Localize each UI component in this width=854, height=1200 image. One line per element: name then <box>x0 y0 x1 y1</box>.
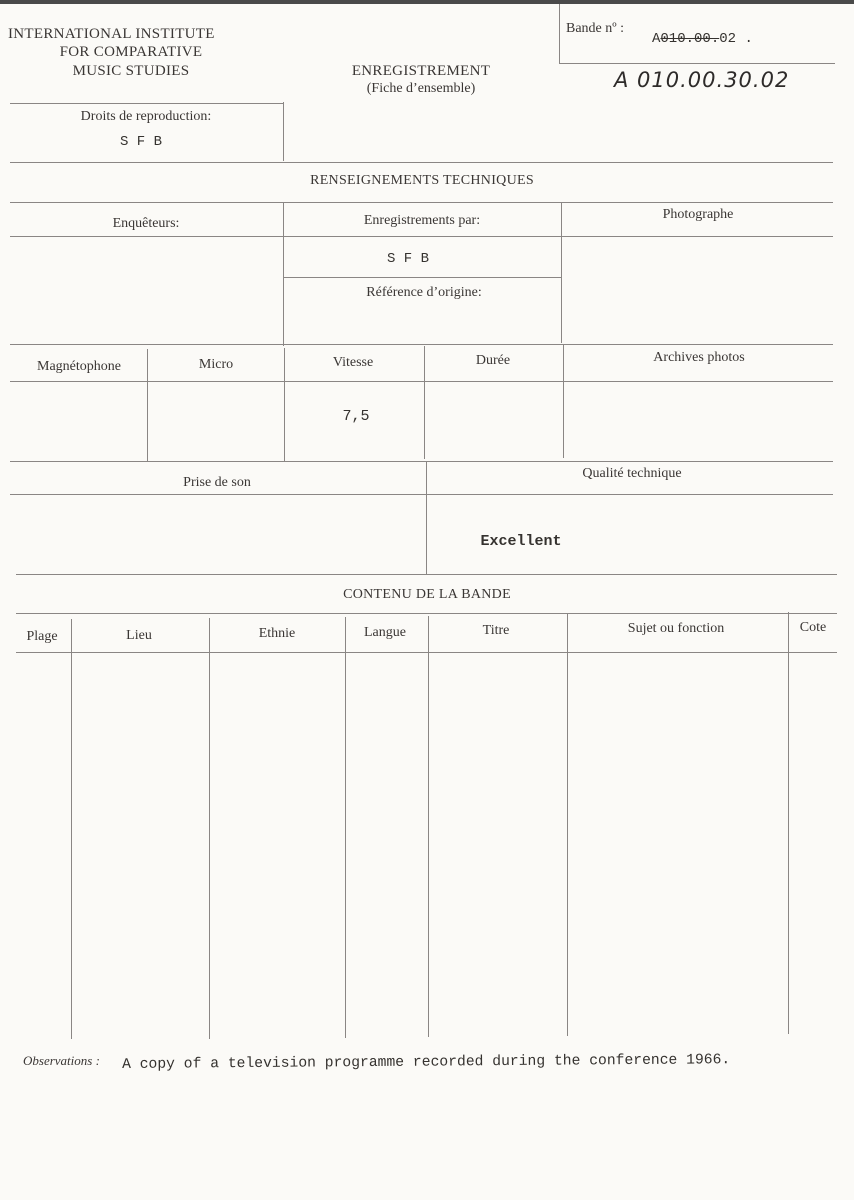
enregistrements-value: S F B <box>386 251 430 267</box>
rule-technique-4 <box>10 381 833 382</box>
form-subtitle: (Fiche d’ensemble) <box>366 81 476 96</box>
rule-contenu-1 <box>16 613 837 614</box>
rule-technique-1 <box>10 202 833 203</box>
droits-right-border <box>283 102 284 161</box>
column-header-lieu: Lieu <box>126 628 152 643</box>
column-divider-1 <box>71 619 72 1039</box>
droits-top-border <box>10 103 283 104</box>
column-header-titre: Titre <box>482 623 510 638</box>
archives-photos-label: Archives photos <box>653 350 745 365</box>
divider-qualite <box>426 462 427 574</box>
divider-photographe <box>561 202 562 343</box>
column-header-ethnie: Ethnie <box>258 626 296 641</box>
column-divider-2 <box>209 618 210 1039</box>
qualite-technique-label: Qualité technique <box>582 466 682 481</box>
bande-typed-dot: . <box>744 31 753 47</box>
droits-label: Droits de reproduction: <box>80 109 212 124</box>
rule-technique-5 <box>10 461 833 462</box>
divider-magnetophone <box>147 349 148 462</box>
institute-name-line1: INTERNATIONAL INSTITUTE <box>8 26 215 42</box>
divider-duree <box>563 345 564 458</box>
scan-top-edge <box>0 0 854 4</box>
contenu-heading: CONTENU DE LA BANDE <box>343 587 511 602</box>
rule-technique-3 <box>10 344 833 345</box>
bande-typed-struck: 010.00. <box>660 31 720 47</box>
prise-de-son-label: Prise de son <box>183 475 251 490</box>
magnetophone-label: Magnétophone <box>37 359 121 374</box>
bande-box-bottom-border <box>559 63 835 64</box>
bande-typed-prefix: A <box>652 31 661 47</box>
vitesse-label: Vitesse <box>332 355 374 370</box>
qualite-technique-value: Excellent <box>480 533 562 550</box>
rule-technique-7 <box>16 574 837 575</box>
column-header-langue: Langue <box>364 625 406 640</box>
observations-value: A copy of a television programme recorded during the conference 1966. <box>122 1052 731 1073</box>
droits-value: S F B <box>119 134 163 150</box>
column-divider-6 <box>788 612 789 1034</box>
photographe-label: Photographe <box>662 207 734 222</box>
column-header-sujet: Sujet ou fonction <box>627 621 725 636</box>
column-divider-3 <box>345 617 346 1038</box>
micro-label: Micro <box>198 357 234 372</box>
rule-technique-6 <box>10 494 833 495</box>
divider-vitesse <box>424 346 425 459</box>
rule-reference <box>284 277 561 278</box>
enqueteurs-label: Enquêteurs: <box>112 216 180 231</box>
bande-box-left-border <box>559 4 560 64</box>
enregistrements-label: Enregistrements par: <box>363 213 481 228</box>
column-header-plage: Plage <box>26 629 58 644</box>
bande-typed-number <box>652 31 753 47</box>
rule-technique-2 <box>10 236 833 237</box>
rule-contenu-header <box>16 652 837 653</box>
bande-label: Bande nº : <box>566 21 624 36</box>
duree-label: Durée <box>475 353 511 368</box>
rule-above-technique <box>10 162 833 163</box>
institute-name-line3: MUSIC STUDIES <box>72 63 190 79</box>
bande-handwritten-number: A 010.00.30.02 <box>614 68 790 92</box>
column-divider-5 <box>567 614 568 1036</box>
divider-enqueteurs <box>283 203 284 346</box>
bande-typed-suffix: 02 <box>719 31 737 47</box>
column-divider-4 <box>428 616 429 1037</box>
reference-label: Référence d’origine: <box>366 285 482 300</box>
technique-heading: RENSEIGNEMENTS TECHNIQUES <box>310 173 534 188</box>
column-header-cote: Cote <box>799 620 827 635</box>
vitesse-value: 7,5 <box>342 408 370 425</box>
observations-label: Observations : <box>23 1053 100 1068</box>
divider-micro <box>284 348 285 461</box>
form-title: ENREGISTREMENT <box>351 63 491 79</box>
institute-name-line2: FOR COMPARATIVE <box>59 44 203 60</box>
